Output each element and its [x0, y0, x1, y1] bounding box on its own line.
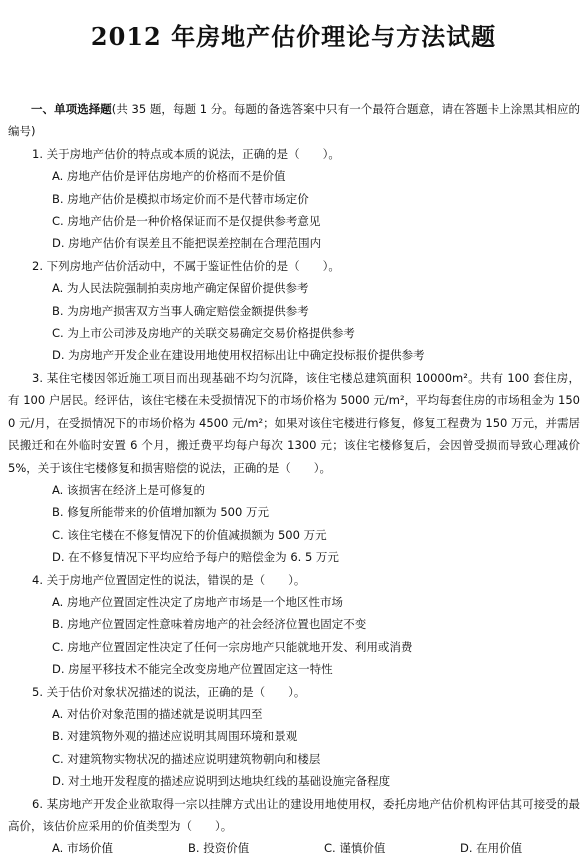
option-b: B. 为房地产损害双方当事人确定赔偿金额提供参考 [52, 303, 309, 318]
option-c: C. 对建筑物实物状况的描述应说明建筑物朝向和楼层 [52, 751, 321, 766]
question-stem: 5. 关于估价对象状况描述的说法，正确的是（ ）。 [32, 684, 306, 699]
option-a: A. 房地产位置固定性决定了房地产市场是一个地区性市场 [52, 594, 343, 609]
option-c: C. 房地产估价是一种价格保证而不是仅提供参考意见 [52, 214, 321, 229]
section-intro [8, 98, 580, 143]
option-d: D. 在用价值 [460, 841, 523, 856]
section-instructions: (共 35 题，每题 1 分。每题的备选答案中只有一个最符合题意，请在答题卡上涂黑其相应的编号) [8, 102, 581, 139]
options-row [8, 837, 580, 859]
exam-title: 2012 年房地产估价理论与方法试题 [90, 22, 497, 51]
option-b: B. 修复所能带来的价值增加额为 500 万元 [52, 505, 269, 520]
question-4 [8, 569, 580, 681]
option-d: D. 在不修复情况下平均应给予每户的赔偿金为 6. 5 万元 [52, 550, 339, 565]
question-2 [8, 255, 580, 367]
question-1 [8, 143, 580, 255]
option-b: B. 房地产估价是模拟市场定价而不是代替市场定价 [52, 191, 309, 206]
option-d: D. 对土地开发程度的描述应说明到达地块红线的基础设施完备程度 [52, 774, 391, 789]
question-stem: 6. 某房地产开发企业欲取得一宗以挂牌方式出让的建设用地使用权，委托房地产估价机构评估其可接受的最高价，该估价应采用的价值类型为（ ）。 [8, 796, 580, 833]
question-stem: 2. 下列房地产估价活动中，不属于鉴证性估价的是（ ）。 [32, 258, 340, 273]
option-c: C. 谨慎价值 [324, 841, 386, 856]
question-5 [8, 681, 580, 793]
option-a: A. 为人民法院强制拍卖房地产确定保留价提供参考 [52, 281, 309, 296]
option-a: A. 房地产估价是评估房地产的价格而不是价值 [52, 169, 286, 184]
option-a: A. 对估价对象范围的描述就是说明其四至 [52, 706, 263, 721]
question-stem: 1. 关于房地产估价的特点或本质的说法，正确的是（ ）。 [32, 146, 340, 161]
option-c: C. 为上市公司涉及房地产的关联交易确定交易价格提供参考 [52, 326, 355, 341]
question-3 [8, 367, 580, 569]
question-stem: 3. 某住宅楼因邻近施工项目而出现基础不均匀沉降，该住宅楼总建筑面积 10000m²。共有 100 套住房，有 100 户居民。经评估，该住宅楼在未受损情况下的市场价格为 5000 元/m²，平均每套住房的市场租金为 1500 元/月，在受损情况下的市场价格为 4500 元/m²；如果对该住宅楼进行修复，修复工程费为 150 万元，并需居民搬迁和在外临时安置 6 个月，搬迁费平均每户每次 1300 元；该住宅楼修复后，会因曾受损而导致心理减价 5%，关于该住宅楼修复和损害赔偿的说法，正确的是（ ）。 [8, 370, 580, 475]
exam-body [8, 98, 580, 860]
option-b: B. 对建筑物外观的描述应说明其周围环境和景观 [52, 729, 298, 744]
option-a: A. 市场价值 [52, 841, 113, 856]
option-d: D. 房地产估价有误差且不能把误差控制在合理范围内 [52, 236, 322, 251]
option-c: C. 房地产位置固定性决定了任何一宗房地产只能就地开发、利用或消费 [52, 639, 413, 654]
question-stem: 4. 关于房地产位置固定性的说法，错误的是（ ）。 [32, 572, 306, 587]
option-c: C. 该住宅楼在不修复情况下的价值减损额为 500 万元 [52, 527, 327, 542]
option-d: D. 为房地产开发企业在建设用地使用权招标出让中确定投标报价提供参考 [52, 348, 425, 363]
question-6 [8, 793, 580, 860]
option-d: D. 房屋平移技术不能完全改变房地产位置固定这一特性 [52, 662, 333, 677]
section-heading: 一、单项选择题 [31, 102, 112, 116]
option-b: B. 投资价值 [188, 841, 250, 856]
option-b: B. 房地产位置固定性意味着房地产的社会经济位置也固定不变 [52, 617, 367, 632]
option-a: A. 该损害在经济上是可修复的 [52, 482, 205, 497]
